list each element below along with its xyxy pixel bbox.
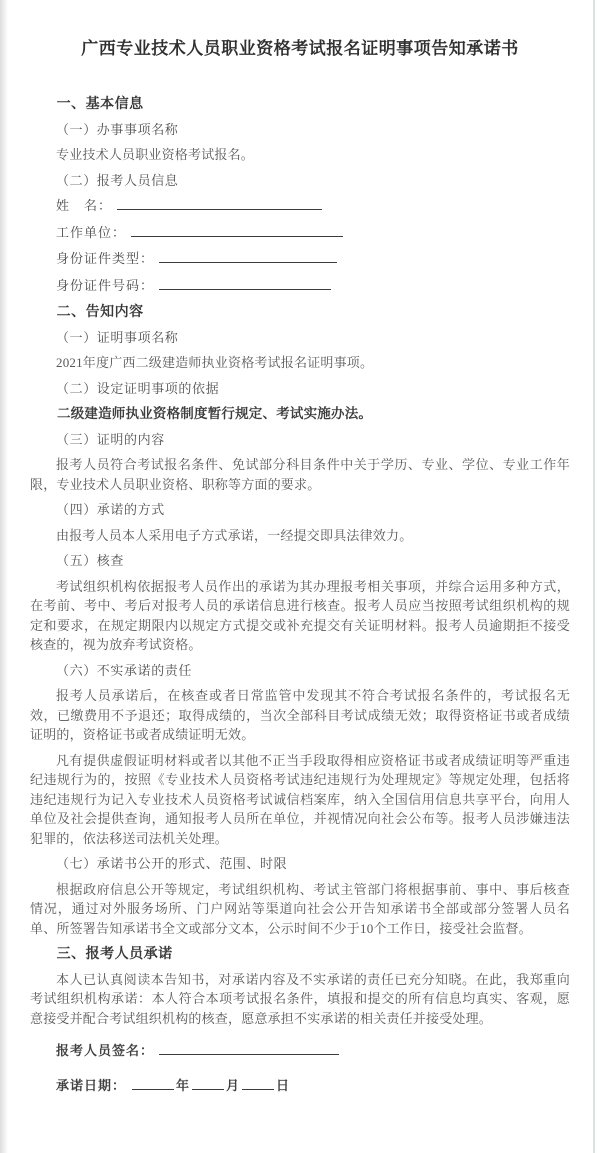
section3-body: 本人已认真阅读本告知书，对承诺内容及不实承诺的责任已充分知晓。在此，我郑重向考试组织机构承诺：本人符合本项考试报名条件，填报和提交的所有信息均真实、客观，愿意接受并配合考试组织机构的核查，愿意承担不实承诺的相关责任并接受处理。	[30, 971, 570, 1026]
section1-item1-body: 专业技术人员职业资格考试报名。	[56, 147, 255, 162]
section2-item7-body: 根据政府信息公开等规定，考试组织机构、考试主管部门将根据事前、事中、事后核查情况，通过对外服务场所、门户网站等渠道向社会公开告知承诺书全部或部分签署人员名单、所签署告知承诺书全文或部分文本，公示时间不少于10个工作日，接受社会监督。	[30, 881, 570, 936]
date-month-unit: 月	[226, 1077, 241, 1093]
section2-item7-heading: （七）承诺书公开的形式、范围、时限	[56, 856, 288, 871]
signature-row	[30, 1041, 570, 1061]
section-applicant-commitment	[30, 944, 570, 1095]
date-year-blank-line	[132, 1077, 174, 1090]
section-notice-content	[30, 302, 570, 938]
section2-item5-heading: （五）核查	[56, 553, 125, 568]
section2-item6-heading: （六）不实承诺的责任	[56, 662, 193, 678]
document-title: 广西专业技术人员职业资格考试报名证明事项告知承诺书	[81, 39, 519, 58]
section2-item2-heading: （二）设定证明事项的依据	[56, 380, 220, 396]
date-day-unit: 日	[276, 1077, 291, 1093]
signature-blank-line	[159, 1042, 339, 1055]
page-left-edge-shadow	[0, 0, 8, 1153]
section2-item6-body1: 报考人员承诺后，在核查或者日常监管中发现其不符合考试报名条件的，考试报名无效，已缴费用不予退还；取得成绩的，当次全部科目考试成绩无效；取得资格证书或者成绩证明的，资格证书或者成绩证明无效。	[30, 688, 570, 742]
id-type-blank-line	[159, 250, 337, 263]
section2-item2-body: 二级建造师执业资格制度暂行规定、考试实施办法。	[57, 406, 373, 421]
field-row-name	[30, 196, 570, 216]
section2-item1-body: 2021年度广西二级建造师执业资格考试报名证明事项。	[56, 355, 374, 370]
section1-item1-heading: （一）办事事项名称	[56, 121, 179, 137]
field-row-id-type	[30, 249, 570, 269]
page-right-edge-line	[593, 0, 595, 1153]
section1-heading: 一、基本信息	[56, 95, 144, 111]
date-label: 承诺日期：	[56, 1077, 127, 1093]
field-row-id-number	[30, 276, 570, 296]
commitment-date-row	[30, 1076, 570, 1096]
section2-item1-heading: （一）证明事项名称	[56, 329, 179, 345]
date-year-unit: 年	[176, 1077, 191, 1093]
name-field-label: 姓 名：	[56, 198, 113, 213]
date-month-blank-line	[192, 1077, 224, 1090]
work-unit-blank-line	[131, 224, 343, 237]
name-blank-line	[117, 197, 322, 210]
section2-item4-heading: （四）承诺的方式	[56, 502, 165, 517]
id-type-field-label: 身份证件类型：	[56, 251, 155, 266]
field-row-work-unit	[30, 223, 570, 243]
id-number-blank-line	[159, 277, 331, 290]
section-basic-info	[30, 94, 570, 295]
section2-item3-body: 报考人员符合考试报名条件、免试部分科目条件中关于学历、专业、学位、专业工作年限，专业技术人员职业资格、职称等方面的要求。	[30, 457, 570, 492]
section2-item6-body2: 凡有提供虚假证明材料或者以其他不正当手段取得相应资格证书或者成绩证明等严重违纪违规行为的，按照《专业技术人员资格考试违纪违规行为处理规定》等规定处理，包括将违纪违规行为记入专业技术人员资格考试诚信档案库，纳入全国信用信息共享平台，向用人单位及社会提供查询，通知报考人员所在单位，并视情况向社会公布等。报考人员涉嫌违法犯罪的，依法移送司法机关处理。	[30, 752, 570, 846]
section3-heading: 三、报考人员承诺	[56, 945, 173, 961]
section2-item3-heading: （三）证明的内容	[56, 431, 165, 447]
id-number-field-label: 身份证件号码：	[56, 277, 155, 293]
work-unit-field-label: 工作单位：	[56, 224, 127, 240]
section2-item5-body: 考试组织机构依据报考人员作出的承诺为其办理报考相关事项，并综合运用多种方式，在考前、考中、考后对报考人员的承诺信息进行核查。报考人员应当按照考试组织机构的规定和要求，在规定期限内以规定方式提交或补充提交有关证明材料。报考人员逾期拒不接受核查的，视为放弃考试资格。	[30, 578, 570, 652]
section2-heading: 二、告知内容	[56, 303, 144, 319]
section2-item4-body: 由报考人员本人采用电子方式承诺，一经提交即具法律效力。	[56, 527, 413, 543]
section1-item2-heading: （二）报考人员信息	[56, 172, 179, 188]
signature-label: 报考人员签名：	[56, 1043, 155, 1058]
date-day-blank-line	[242, 1077, 274, 1090]
